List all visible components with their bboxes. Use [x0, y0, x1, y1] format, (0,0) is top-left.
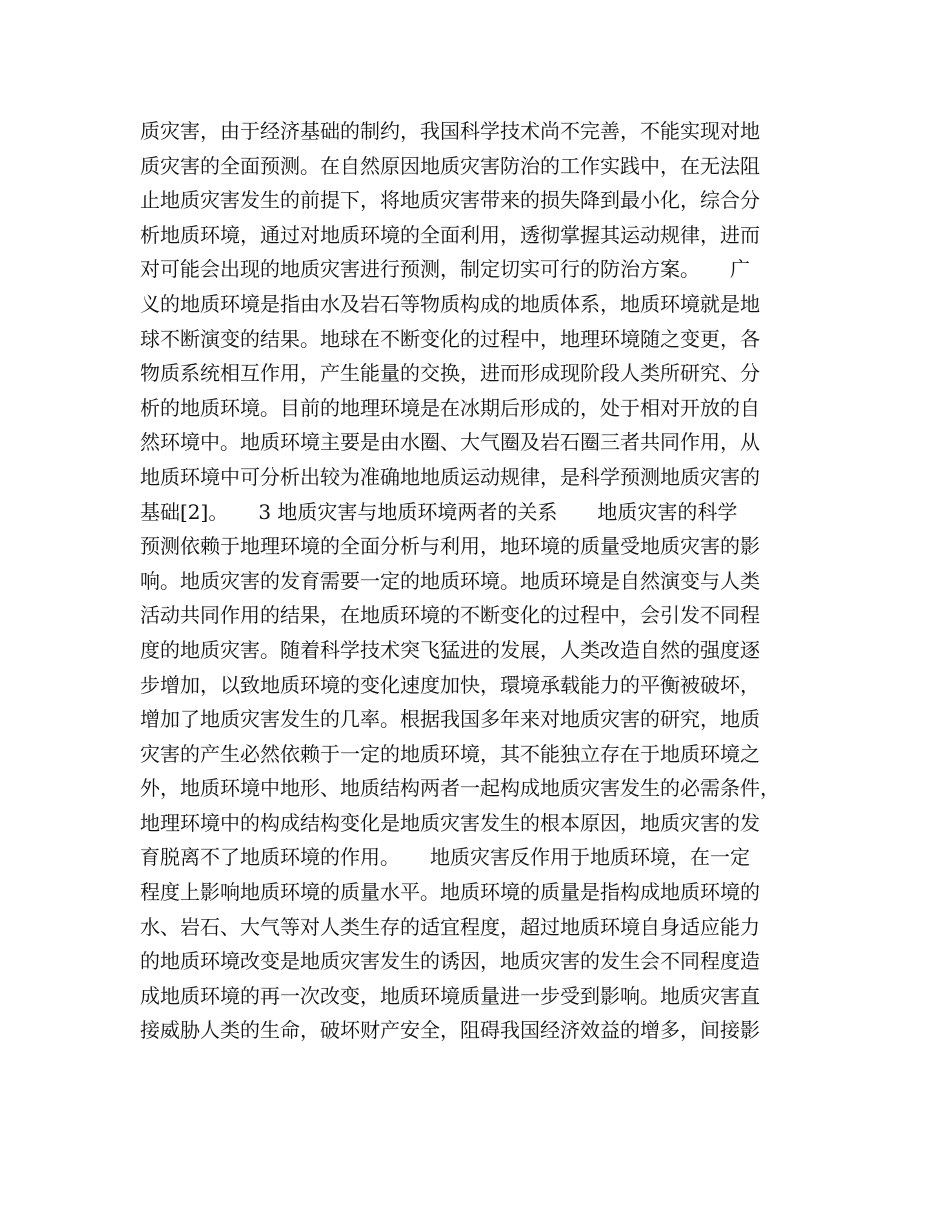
- text-line: 响。地质灾害的发育需要一定的地质环境。地质环境是自然演变与人类: [140, 568, 760, 593]
- text-line: 基础[2]。 3 地质灾害与地质环境两者的关系 地质灾害的科学: [140, 499, 738, 524]
- text-line: 止地质灾害发生的前提下，将地质灾害带来的损失降到最小化，综合分: [140, 188, 760, 213]
- text-line: 析地质环境，通过对地质环境的全面利用，透彻掌握其运动规律，进而: [140, 222, 760, 247]
- text-line: 然环境中。地质环境主要是由水圈、大气圈及岩石圈三者共同作用，从: [140, 430, 760, 455]
- text-line: 质灾害的全面预测。在自然原因地质灾害防治的工作实践中，在无法阻: [140, 153, 760, 178]
- text-line: 灾害的产生必然依赖于一定的地质环境，其不能独立存在于地质环境之: [140, 741, 760, 766]
- text-line: 育脱离不了地质环境的作用。 地质灾害反作用于地质环境，在一定: [140, 845, 750, 870]
- text-line: 步增加，以致地质环境的变化速度加快，環境承载能力的平衡被破坏，: [140, 672, 760, 697]
- text-line: 成地质环境的再一次改变，地质环境质量进一步受到影响。地质灾害直: [140, 983, 760, 1008]
- text-line: 质灾害，由于经济基础的制约，我国科学技术尚不完善，不能实现对地: [140, 119, 760, 143]
- body-text: [140, 114, 830, 1048]
- text-line: 度的地质灾害。随着科学技术突飞猛进的发展，人类改造自然的强度逐: [140, 637, 760, 662]
- text-line: 水、岩石、大气等对人类生存的适宜程度，超过地质环境自身适应能力: [140, 914, 760, 939]
- text-line: 地质环境中可分析出较为准确地地质运动规律，是科学预测地质灾害的: [140, 464, 760, 489]
- text-line: 预测依赖于地理环境的全面分析与利用，地环境的质量受地质灾害的影: [140, 534, 760, 559]
- text-line: 程度上影响地质环境的质量水平。地质环境的质量是指构成地质环境的: [140, 880, 760, 905]
- text-line: 活动共同作用的结果，在地质环境的不断变化的过程中，会引发不同程: [140, 603, 760, 628]
- text-line: 外，地质环境中地形、地质结构两者一起构成地质灾害发生的必需条件，: [140, 776, 780, 801]
- text-line: 对可能会出现的地质灾害进行预测，制定切实可行的防治方案。 广: [140, 257, 750, 282]
- text-line: 义的地质环境是指由水及岩石等物质构成的地质体系，地质环境就是地: [140, 291, 760, 316]
- text-line: 增加了地质灾害发生的几率。根据我国多年来对地质灾害的研究，地质: [140, 707, 760, 732]
- text-line: 接威胁人类的生命，破坏财产安全，阻碍我国经济效益的增多，间接影: [140, 1018, 760, 1043]
- text-line: 球不断演变的结果。地球在不断变化的过程中，地理环境随之变更，各: [140, 326, 760, 351]
- text-line: 析的地质环境。目前的地理环境是在冰期后形成的，处于相对开放的自: [140, 395, 760, 420]
- text-line: 地理环境中的构成结构变化是地质灾害发生的根本原因，地质灾害的发: [140, 810, 760, 835]
- text-line: 的地质环境改变是地质灾害发生的诱因，地质灾害的发生会不同程度造: [140, 949, 760, 974]
- text-line: 物质系统相互作用，产生能量的交换，进而形成现阶段人类所研究、分: [140, 361, 760, 386]
